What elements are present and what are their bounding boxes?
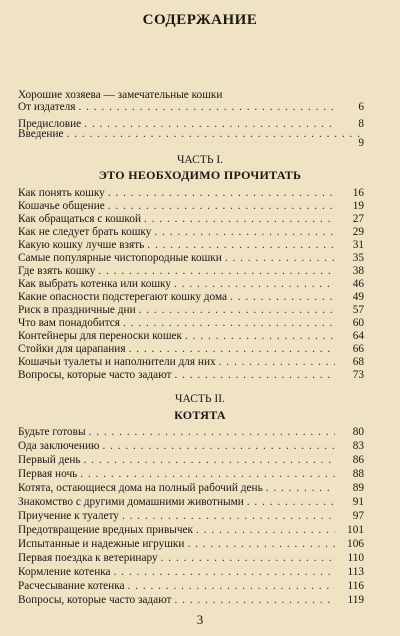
part-title: ЭТО НЕОБХОДИМО ПРОЧИТАТЬ	[98, 168, 302, 182]
toc-entry-title: Хорошие хозяева — замечательные кошки	[18, 89, 223, 101]
toc-entry-title: Ода заключению	[18, 440, 100, 452]
toc-entry-page: 73	[352, 369, 364, 381]
toc-entry	[18, 481, 364, 496]
toc-entry-title: Стойки для царапания	[18, 343, 126, 355]
toc-leader	[89, 425, 335, 440]
toc-entry	[18, 551, 364, 566]
toc-entry-page: 38	[352, 265, 364, 277]
toc-entry-title: Вопросы, которые часто задают	[18, 369, 172, 381]
toc-entry	[18, 127, 364, 142]
toc-leader	[161, 551, 335, 566]
toc-entry-title: Кормление котенка	[18, 566, 111, 578]
toc-entry-page: 60	[352, 317, 364, 329]
toc-entry-page: 113	[347, 566, 364, 578]
toc-entry-title: Предисловие	[18, 118, 82, 130]
toc-entry-page: 68	[352, 356, 364, 368]
toc-leader	[266, 481, 335, 496]
toc-leader	[78, 100, 335, 115]
toc-entry-page: 46	[352, 278, 364, 290]
toc-entry-page: 97	[352, 510, 364, 522]
toc-entry-title: Кошачье общение	[18, 200, 105, 212]
toc-entry	[18, 368, 364, 383]
toc-entry-title: Первая ночь	[18, 468, 78, 480]
toc-entry-page: 106	[347, 538, 364, 550]
toc-entry-page: 9	[358, 137, 364, 149]
toc-entry-page: 110	[347, 552, 364, 564]
toc-entry-page: 57	[352, 304, 364, 316]
page-title: СОДЕРЖАНИЕ	[142, 12, 258, 28]
toc-entry-page: 66	[352, 343, 364, 355]
toc-entry-title: Первая поездка к ветеринару	[18, 552, 158, 564]
toc-entry	[18, 579, 364, 594]
part-title: КОТЯТА	[174, 408, 226, 422]
toc-entry	[18, 439, 364, 454]
toc-leader	[174, 368, 335, 383]
toc-entry	[18, 467, 364, 482]
toc-leader	[84, 453, 335, 468]
toc-leader	[174, 593, 335, 608]
toc-leader	[102, 439, 335, 454]
toc-entry-page: 88	[352, 468, 364, 480]
toc-entry	[18, 495, 364, 510]
toc-entry-title: Какие опасности подстерегают кошку дома	[18, 291, 228, 303]
toc-leader	[247, 495, 335, 510]
toc-entry-title: Какую кошку лучше взять	[18, 239, 145, 251]
toc-entry-title: Что вам понадобится	[18, 317, 121, 329]
toc-entry-title: Где взять кошку	[18, 265, 96, 277]
toc-leader	[122, 509, 335, 524]
toc-entry-title: Будьте готовы	[18, 426, 86, 438]
toc-entry-page: 27	[352, 213, 364, 225]
toc-entry-page: 101	[347, 524, 364, 536]
toc-entry-page: 6	[358, 101, 364, 113]
toc-entry-page: 86	[352, 454, 364, 466]
page-number: 3	[196, 612, 204, 627]
toc-entry-page: 16	[352, 187, 364, 199]
toc-entry	[18, 593, 364, 608]
toc-entry-title: Приучение к туалету	[18, 510, 119, 522]
toc-entry-title: Самые популярные чистопородные кошки	[18, 252, 222, 264]
toc-entry	[18, 425, 364, 440]
toc-entry-page: 80	[352, 426, 364, 438]
toc-entry-title: Риск в праздничные дни	[18, 304, 136, 316]
toc-entry	[18, 509, 364, 524]
toc-entry-page: 64	[352, 330, 364, 342]
toc-entry-page: 116	[347, 580, 364, 592]
toc-entry-page: 35	[352, 252, 364, 264]
toc-leader	[187, 537, 335, 552]
toc-leader	[80, 467, 335, 482]
part-label: ЧАСТЬ I.	[176, 154, 224, 166]
toc-entry	[18, 523, 364, 538]
toc-entry-title: От издателя	[18, 101, 76, 113]
toc-entry-page: 19	[352, 200, 364, 212]
toc-entry-page: 91	[352, 496, 364, 508]
toc-entry-title: Как понять кошку	[18, 187, 105, 199]
toc-entry	[18, 565, 364, 580]
toc-entry-page: 83	[352, 440, 364, 452]
toc-leader	[196, 523, 335, 538]
toc-entry	[18, 100, 364, 115]
toc-entry-title: Введение	[18, 128, 64, 140]
toc-entry-title: Предотвращение вредных привычек	[18, 524, 194, 536]
toc-entry-title: Котята, остающиеся дома на полный рабочий день	[18, 482, 263, 494]
toc-entry-page: 8	[358, 118, 364, 130]
toc-entry-page: 31	[352, 239, 364, 251]
toc-leader	[67, 127, 361, 142]
toc-entry-page: 89	[352, 482, 364, 494]
toc-entry-title: Расчесывание котенка	[18, 580, 125, 592]
toc-entry-title: Кошачьи туалеты и наполнители для них	[18, 356, 216, 368]
toc-entry-title: Как выбрать котенка или кошку	[18, 278, 172, 290]
toc-entry	[18, 537, 364, 552]
part-label: ЧАСТЬ II.	[175, 393, 225, 405]
toc-entry-page: 29	[352, 226, 364, 238]
toc-entry-title: Как обращаться с кошкой	[18, 213, 142, 225]
toc-entry-title: Знакомство с другими домашними животными	[18, 496, 244, 508]
toc-entry-title: Контейнеры для переноски кошек	[18, 330, 183, 342]
toc-entry-title: Вопросы, которые часто задают	[18, 594, 172, 606]
toc-entry-title: Первый день	[18, 454, 81, 466]
toc-entry-title: Как не следует брать кошку	[18, 226, 152, 238]
toc-leader	[114, 565, 335, 580]
toc-leader	[128, 579, 335, 594]
toc-entry	[18, 453, 364, 468]
toc-entry-page: 119	[347, 594, 364, 606]
toc-entry-page: 49	[352, 291, 364, 303]
toc-entry-title: Испытанные и надежные игрушки	[18, 538, 185, 550]
